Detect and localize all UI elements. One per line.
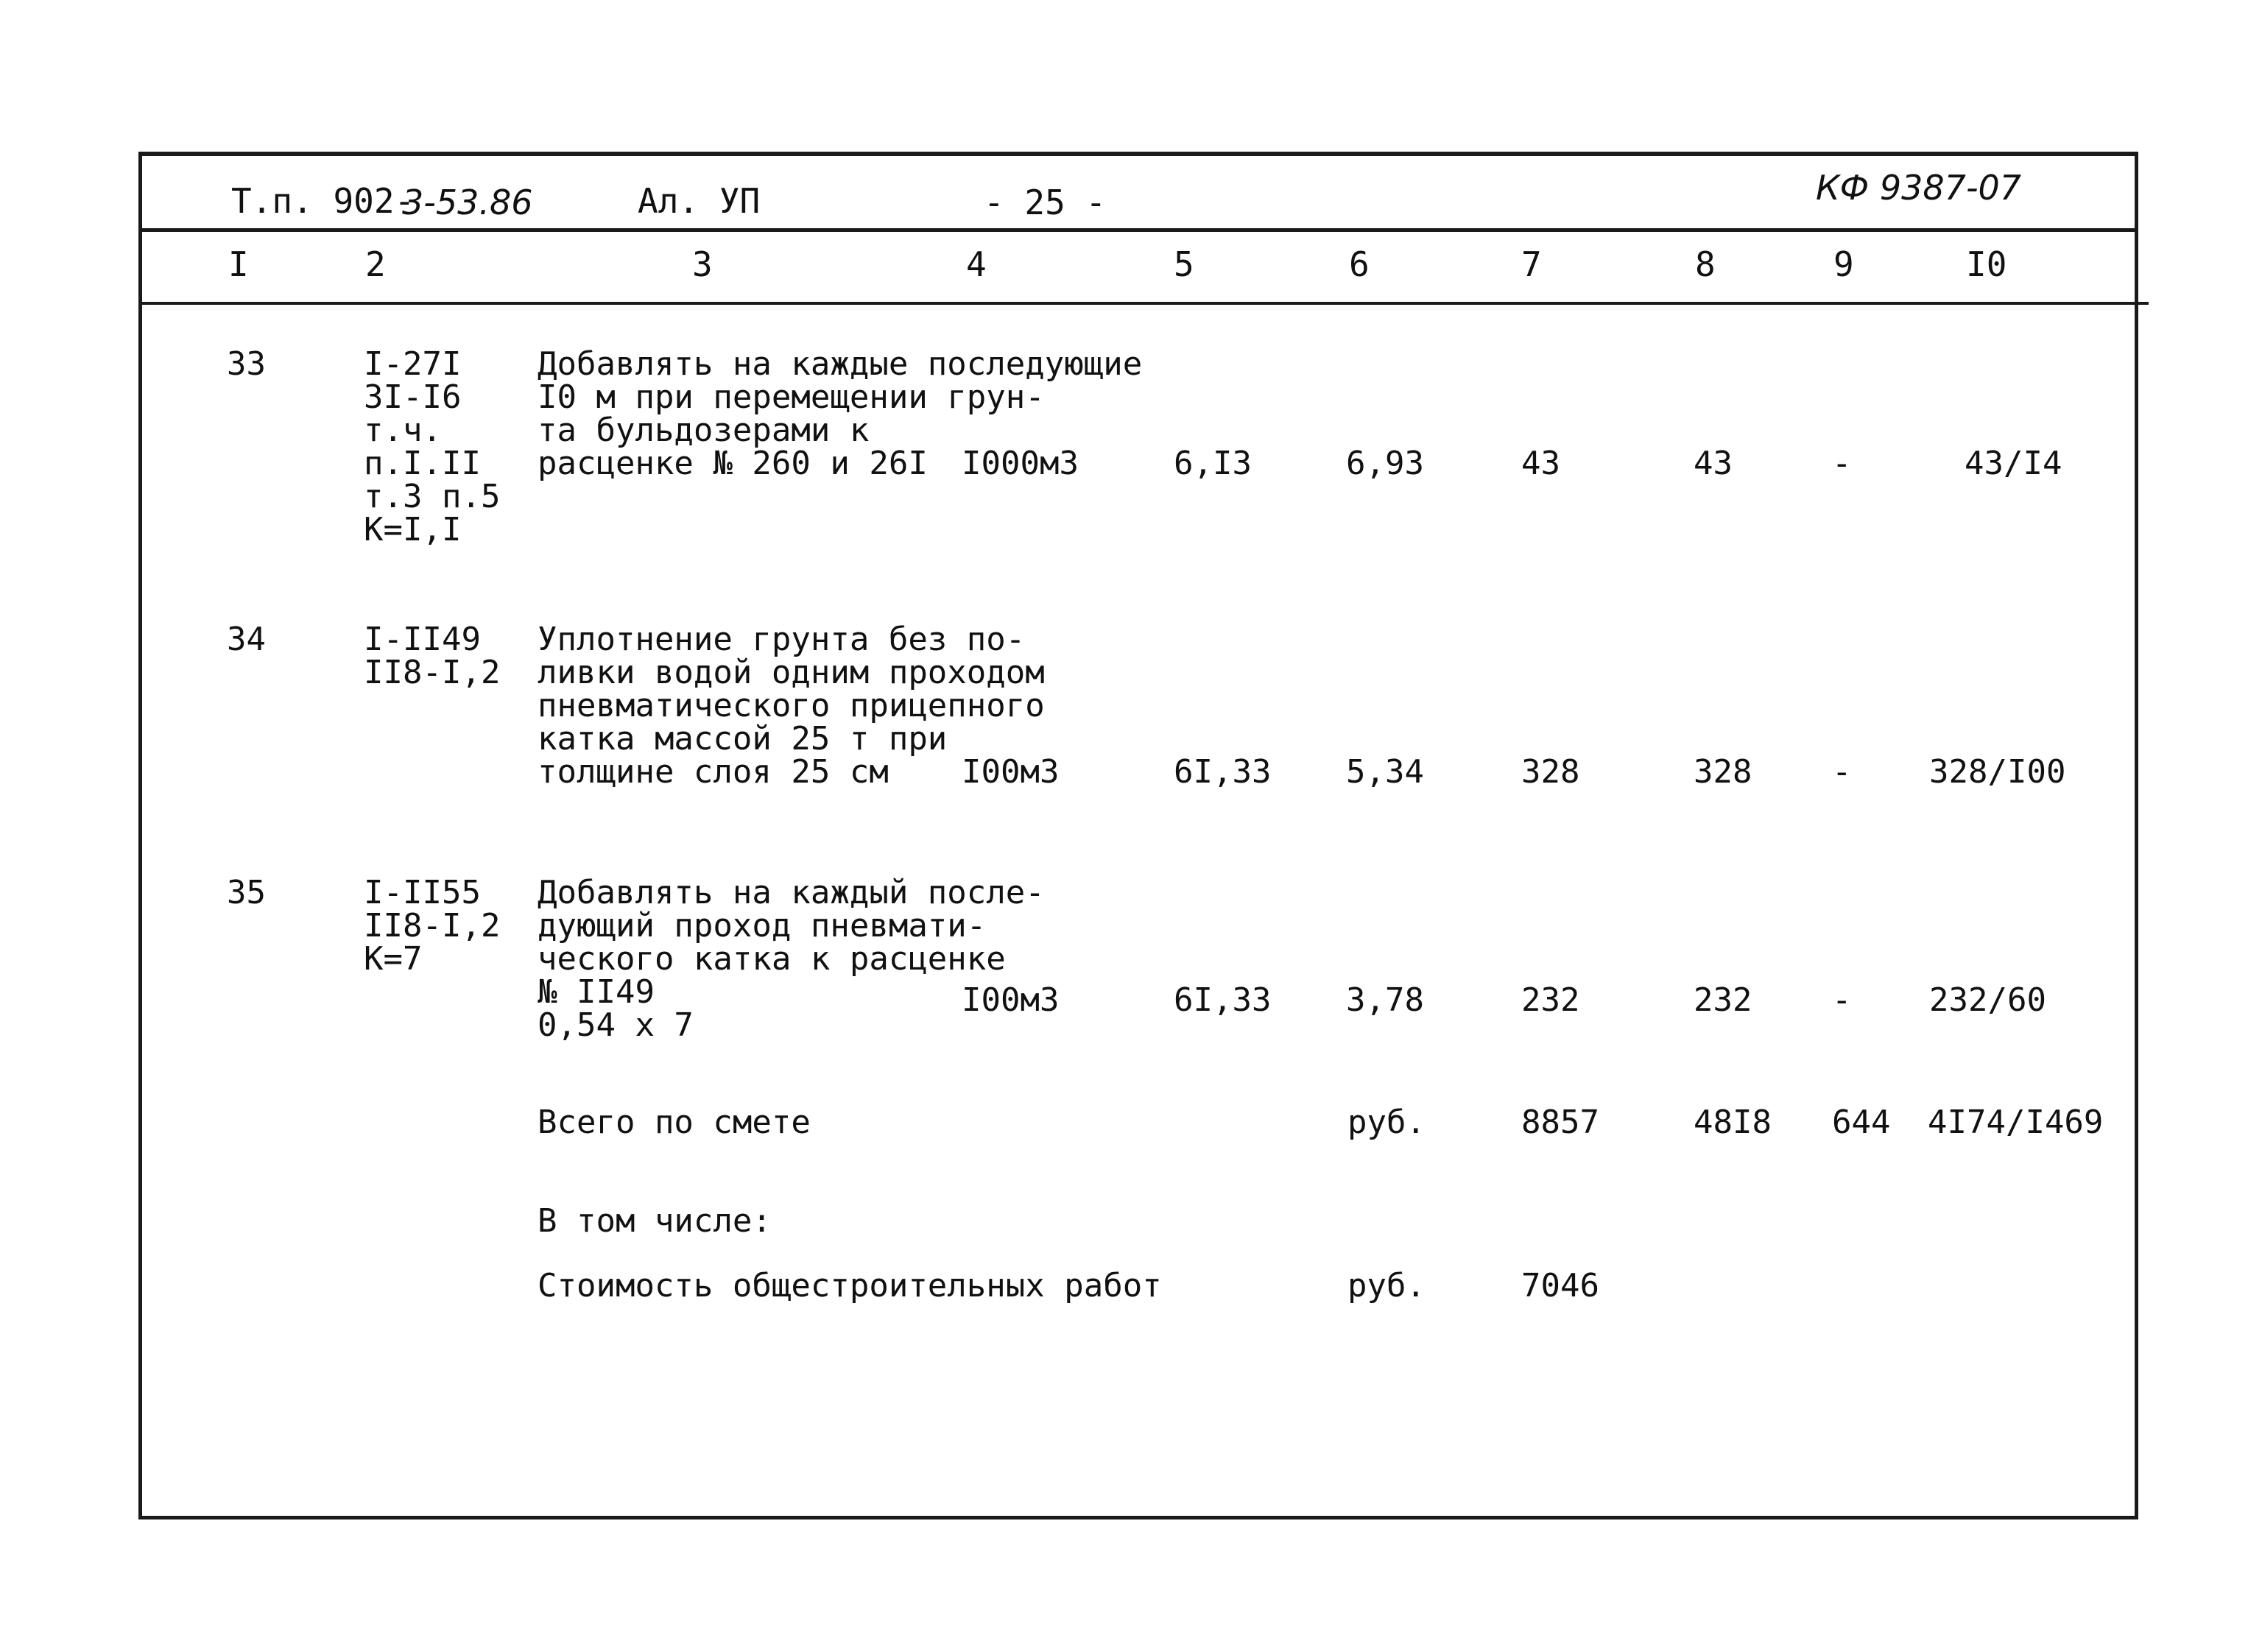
- row-35-number: 35: [227, 874, 266, 911]
- doc-number-prefix: Т.п. 902-: [231, 181, 415, 221]
- row-34-code: I-II49 II8-I,2: [364, 621, 501, 691]
- row-33-wages: 43: [1694, 445, 1733, 482]
- row-33-code: I-27I 3I-I6 т.ч. п.I.II т.3 п.5 К=I,I: [364, 345, 501, 548]
- col-header-2: 2: [365, 244, 386, 284]
- summary-total-labor: 4I74/I469: [1928, 1104, 2104, 1141]
- row-33-unit: I000м3: [962, 445, 1079, 482]
- col-header-1: I: [228, 244, 249, 284]
- page-number: - 25 -: [984, 183, 1107, 222]
- col-header-10: I0: [1966, 244, 2007, 284]
- summary-total-label: Всего по смете: [538, 1104, 811, 1141]
- column-header-divider: [138, 302, 2149, 305]
- row-35-machines: -: [1832, 981, 1852, 1019]
- row-35-labor: 232/60: [1929, 981, 2046, 1019]
- summary-total-cost: 8857: [1521, 1104, 1599, 1141]
- col-header-9: 9: [1833, 244, 1854, 284]
- summary-total-wages: 48I8: [1694, 1104, 1772, 1141]
- row-35-unit: I00м3: [962, 981, 1060, 1019]
- col-header-6: 6: [1349, 244, 1370, 284]
- header-divider: [138, 228, 2138, 232]
- row-34-number: 34: [227, 621, 266, 658]
- summary-general-unit: руб.: [1347, 1267, 1426, 1305]
- row-33-unit-price: 6,93: [1346, 445, 1424, 482]
- row-34-unit: I00м3: [962, 753, 1060, 791]
- col-header-5: 5: [1174, 244, 1194, 284]
- row-33-machines: -: [1832, 445, 1852, 482]
- row-33-total-cost: 43: [1521, 445, 1560, 482]
- row-34-wages: 328: [1694, 753, 1752, 791]
- row-34-total-cost: 328: [1521, 753, 1580, 791]
- row-34-unit-price: 5,34: [1346, 753, 1424, 791]
- row-34-description: Уплотнение грунта без по- ливки водой одним проходом пневматического прицепного катка массой 25 т при толщине слоя 25 см: [538, 621, 1045, 791]
- summary-general-cost: 7046: [1521, 1267, 1599, 1305]
- row-34-machines: -: [1832, 753, 1852, 791]
- archive-stamp: КФ 9387-07: [1816, 168, 2022, 208]
- row-35-quantity: 6I,33: [1174, 981, 1272, 1019]
- row-35-total-cost: 232: [1521, 981, 1580, 1019]
- col-header-8: 8: [1695, 244, 1716, 284]
- row-35-description: Добавлять на каждый после- дующий проход пневмати- ческого катка к расценке № II49 0,54 x 7: [538, 874, 1045, 1044]
- row-35-unit-price: 3,78: [1346, 981, 1424, 1019]
- row-33-number: 33: [227, 345, 266, 383]
- row-35-wages: 232: [1694, 981, 1752, 1019]
- col-header-4: 4: [966, 244, 987, 284]
- row-33-quantity: 6,I3: [1174, 445, 1252, 482]
- row-33-description: Добавлять на каждые последующие I0 м при перемещении грун- та бульдозерами к расценке № 260 и 26I: [538, 345, 1143, 482]
- row-34-quantity: 6I,33: [1174, 753, 1272, 791]
- summary-total-machines: 644: [1832, 1104, 1891, 1141]
- album-label: Ал. УП: [638, 181, 761, 221]
- summary-including-label: В том числе:: [538, 1202, 772, 1240]
- row-33-labor: 43/I4: [1965, 445, 2062, 482]
- summary-total-unit: руб.: [1347, 1104, 1426, 1141]
- doc-number-handwritten: 3-53.86: [402, 183, 533, 222]
- col-header-7: 7: [1521, 244, 1542, 284]
- col-header-3: 3: [692, 244, 713, 284]
- row-34-labor: 328/I00: [1929, 753, 2066, 791]
- summary-general-label: Стоимость общестроительных работ: [538, 1267, 1162, 1305]
- row-35-code: I-II55 II8-I,2 К=7: [364, 874, 501, 978]
